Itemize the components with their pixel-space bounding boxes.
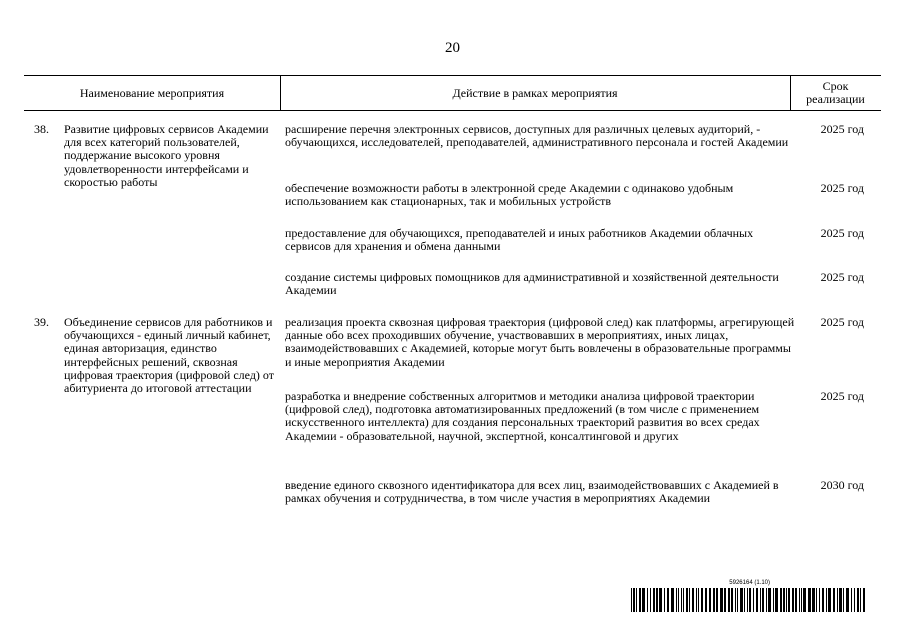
barcode-bar bbox=[803, 588, 806, 612]
barcode-bar bbox=[780, 588, 782, 612]
action-term: 2025 год bbox=[820, 181, 864, 195]
barcode-bar bbox=[819, 588, 820, 612]
row-number: 39. bbox=[34, 315, 49, 329]
barcode-bar bbox=[822, 588, 824, 612]
barcode-bar bbox=[760, 588, 761, 612]
barcode-bar bbox=[839, 588, 842, 612]
barcode-bar bbox=[731, 588, 733, 612]
barcode-bar bbox=[740, 588, 743, 612]
barcode-bar bbox=[639, 588, 641, 612]
barcode-bar bbox=[676, 588, 677, 612]
header-term bbox=[790, 76, 881, 110]
barcode-bar bbox=[762, 588, 764, 612]
barcode-bar bbox=[716, 588, 718, 612]
document-code: 5926164 (1.10) bbox=[729, 580, 770, 586]
barcode-bar bbox=[756, 588, 758, 612]
barcode-bar bbox=[650, 588, 651, 612]
action-term: 2030 год bbox=[820, 478, 864, 492]
barcode-bar bbox=[808, 588, 811, 612]
header-term-line1: Срок bbox=[822, 79, 849, 93]
barcode-bar bbox=[753, 588, 754, 612]
header-term-line2: реализации bbox=[806, 92, 865, 106]
barcode-bar bbox=[766, 588, 767, 612]
page-number: 20 bbox=[445, 40, 460, 56]
barcode-bar bbox=[860, 588, 861, 612]
barcode-bar bbox=[812, 588, 815, 612]
barcode-bar bbox=[681, 588, 682, 612]
action-term: 2025 год bbox=[820, 226, 864, 240]
barcode-bar bbox=[692, 588, 694, 612]
barcode-bar bbox=[801, 588, 802, 612]
header-action: Действие в рамках мероприятия bbox=[280, 76, 790, 110]
action-text: введение единого сквозного идентификатора для всех лиц, взаимодействовавших с Академией в рамках обучения и сотрудничества, в том числе участия в мероприятиях Академии bbox=[285, 478, 779, 506]
barcode-bar bbox=[826, 588, 827, 612]
header-name: Наименование мероприятия bbox=[79, 85, 225, 100]
barcode-bar bbox=[678, 588, 679, 612]
action-text: разработка и внедрение собственных алгоритмов и методики анализа цифровой траектории (цифровой след), подготовка автоматизированных предложений (в том числе с применением искусственного интеллекта) для создания персональных траекторий развития во всех средах Академии - образовательной, научной, экспертной, консалтинговой и других bbox=[285, 389, 760, 443]
barcode-bar bbox=[816, 588, 817, 612]
barcode-bar bbox=[828, 588, 831, 612]
barcode-bar bbox=[701, 588, 703, 612]
barcode-bar bbox=[642, 588, 645, 612]
barcode-bar bbox=[863, 588, 865, 612]
barcode-bar bbox=[631, 588, 632, 612]
row-name: Развитие цифровых сервисов Академии для всех категорий пользователей, поддержание высокого уровня удовлетворенности интерфейсами и скоростью работы bbox=[64, 122, 269, 189]
barcode-bar bbox=[843, 588, 844, 612]
barcode-bar bbox=[653, 588, 655, 612]
barcode-bar bbox=[664, 588, 665, 612]
barcode-bar bbox=[744, 588, 745, 612]
barcode-bar bbox=[799, 588, 800, 612]
action-term: 2025 год bbox=[820, 122, 864, 136]
barcode-bar bbox=[636, 588, 637, 612]
barcode-bar bbox=[705, 588, 707, 612]
barcode-bar bbox=[768, 588, 771, 612]
barcode-bar bbox=[689, 588, 690, 612]
row-name: Объединение сервисов для работников и обучающихся - единый личный кабинет, единая авторизация, единство интерфейсных решений, сквозная цифровая траектория (цифровой след) от абитуриента до итоговой аттестации bbox=[64, 315, 275, 396]
barcode-bar bbox=[671, 588, 674, 612]
table-header bbox=[24, 75, 881, 111]
barcode-bar bbox=[720, 588, 723, 612]
action-term: 2025 год bbox=[820, 315, 864, 329]
action-text: расширение перечня электронных сервисов, доступных для различных целевых аудиторий, - обучающихся, исследователей, преподавателей, административного персонала и гостей Академии bbox=[285, 122, 789, 150]
barcode-bar bbox=[775, 588, 778, 612]
action-text: обеспечение возможности работы в электронной среде Академии с одинаково удобным использованием как стационарных, так и мобильных устройств bbox=[285, 181, 734, 209]
barcode bbox=[631, 588, 867, 612]
barcode-bar bbox=[656, 588, 658, 612]
barcode-bar bbox=[737, 588, 738, 612]
action-term: 2025 год bbox=[820, 270, 864, 284]
barcode-bar bbox=[747, 588, 748, 612]
barcode-bar bbox=[854, 588, 855, 612]
barcode-bar bbox=[833, 588, 835, 612]
barcode-bar bbox=[686, 588, 688, 612]
barcode-bar bbox=[728, 588, 730, 612]
barcode-bar bbox=[792, 588, 794, 612]
barcode-bar bbox=[773, 588, 774, 612]
barcode-bar bbox=[724, 588, 726, 612]
barcode-bar bbox=[788, 588, 790, 612]
barcode-bar bbox=[659, 588, 662, 612]
barcode-bar bbox=[837, 588, 838, 612]
barcode-bar bbox=[786, 588, 787, 612]
barcode-bar bbox=[696, 588, 697, 612]
barcode-bar bbox=[857, 588, 859, 612]
barcode-bar bbox=[749, 588, 751, 612]
action-term: 2025 год bbox=[820, 389, 864, 403]
barcode-bar bbox=[846, 588, 849, 612]
barcode-bar bbox=[698, 588, 699, 612]
barcode-bar bbox=[647, 588, 648, 612]
barcode-bar bbox=[713, 588, 715, 612]
action-text: создание системы цифровых помощников для административной и хозяйственной деятельности Академии bbox=[285, 270, 779, 298]
barcode-bar bbox=[851, 588, 852, 612]
row-number: 38. bbox=[34, 122, 49, 136]
barcode-bar bbox=[683, 588, 684, 612]
barcode-bar bbox=[633, 588, 635, 612]
barcode-bar bbox=[795, 588, 797, 612]
barcode-bar bbox=[735, 588, 736, 612]
barcode-bar bbox=[667, 588, 669, 612]
action-text: реализация проекта сквозная цифровая траектория (цифровой след) как платформы, агрегирующей данные обо всех проходивших обучение, участвовавших в мероприятиях, иных лицах, взаимодействовавших с Академией, которые могут быть вовлечены в образовательные программы и иные мероприятия Академии bbox=[285, 315, 795, 369]
action-text: предоставление для обучающихся, преподавателей и иных работников Академии облачных сервисов для хранения и обмена данными bbox=[285, 226, 754, 254]
barcode-bar bbox=[709, 588, 711, 612]
barcode-bar bbox=[783, 588, 785, 612]
